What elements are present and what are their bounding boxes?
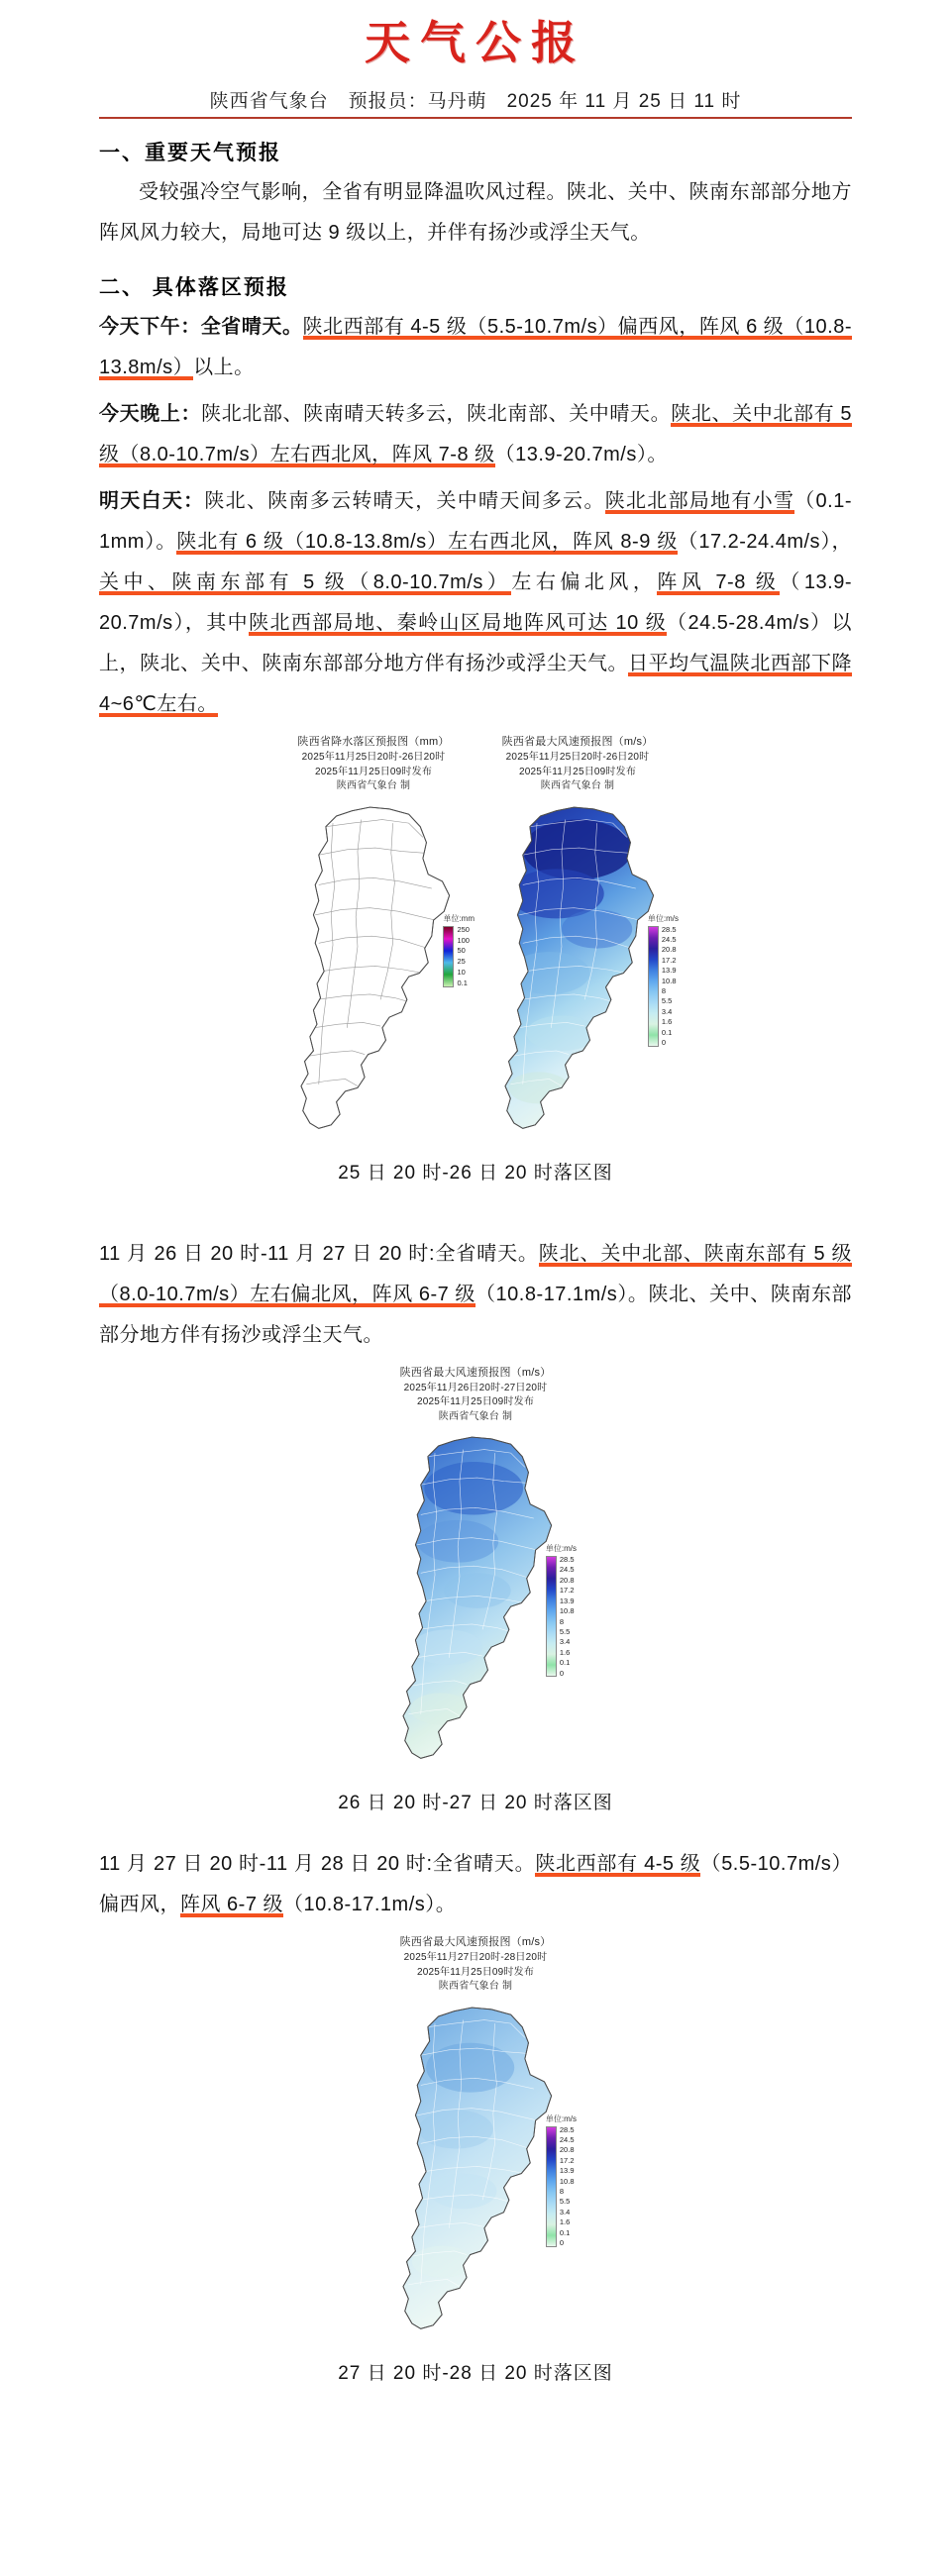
map-area — [378, 1997, 577, 2348]
legend-tick: 13.9 — [559, 2166, 575, 2176]
mid-paragraph-1 — [99, 1234, 852, 1356]
page-title: 天气公报 — [365, 16, 586, 69]
paragraph — [99, 481, 852, 725]
legend-tick-labels — [560, 2126, 575, 2247]
legend-tick: 0 — [559, 2237, 565, 2247]
figure-header-org: 陕西省气象台 制 — [438, 1410, 513, 1422]
legend-tick-labels — [560, 1556, 575, 1677]
figure-header-issued: 2025年11月25日09时发布 — [518, 766, 637, 777]
mid-paragraph-2-wrap — [99, 1844, 852, 1925]
highlighted-text: 陕北、关中北部有 5 级（8.0-10.7m/s）左右西北风，阵风 7-8 级 — [99, 403, 853, 466]
legend-tick: 3.4 — [559, 2207, 571, 2216]
paragraph-text: （0.1-1mm）。 — [99, 490, 853, 554]
figure-group-3 — [0, 1935, 951, 2384]
legend-tick: 28.5 — [661, 924, 677, 934]
legend-tick: 0.1 — [559, 2227, 571, 2237]
province-map-wind-light — [378, 1997, 573, 2343]
province-map-precip — [276, 796, 471, 1143]
legend-scale — [648, 926, 679, 1047]
map-legend — [546, 1543, 577, 1677]
paragraph-lead: 今天晚上： — [99, 403, 202, 426]
byline-row — [99, 86, 852, 119]
mid-paragraph-2 — [99, 1844, 852, 1925]
figure-header — [378, 1935, 573, 1994]
legend-color-bar — [546, 1556, 557, 1677]
spacer — [0, 1818, 951, 1844]
figure-caption-3: 27 日 20 时-28 日 20 时落区图 — [338, 2362, 613, 2384]
legend-tick: 28.5 — [559, 2124, 575, 2134]
figure-header-org: 陕西省气象台 制 — [540, 780, 615, 792]
legend-tick: 28.5 — [559, 1555, 575, 1565]
paragraph-text: 陕北、陕南多云转晴天，关中晴天间多云。 — [204, 490, 605, 513]
province-map-wind-mid — [378, 1426, 573, 1773]
legend-tick: 5.5 — [661, 996, 673, 1006]
paragraph — [99, 307, 852, 388]
highlighted-text: 阵风 6-7 级 — [180, 1894, 284, 1916]
legend-unit-label: 单位:m/s — [545, 2113, 577, 2123]
paragraph-text: 11 月 27 日 20 时-11 月 28 日 20 时:全省晴天。 — [99, 1853, 536, 1876]
highlighted-text: 陕北西部有 4-5 级（5.5-10.7m/s）偏西风，阵风 6 级（10.8-13.8m/s） — [99, 316, 852, 379]
figure-single — [0, 1366, 951, 1778]
paragraph-text: （13.9-20.7m/s）。 — [494, 444, 668, 466]
title-block — [0, 0, 951, 80]
legend-tick: 250 — [457, 924, 470, 934]
legend-tick: 13.9 — [661, 966, 677, 976]
paragraph — [99, 394, 852, 475]
legend-tick: 8 — [559, 2186, 565, 2196]
highlighted-text: 陕北有 6 级（10.8-13.8m/s）左右西北风，阵风 8-9 级 — [176, 531, 679, 554]
figure-header-org: 陕西省气象台 制 — [336, 780, 411, 792]
legend-tick: 8 — [559, 1616, 565, 1626]
figure-caption-2: 26 日 20 时-27 日 20 时落区图 — [338, 1793, 613, 1814]
paragraph-text: （13.9-20.7m/s），其中 — [99, 571, 852, 635]
figure-header-issued: 2025年11月25日09时发布 — [416, 1396, 535, 1408]
spacer — [0, 1188, 951, 1234]
highlighted-text: 日平均气温陕北西部下降4~6℃左右。 — [99, 653, 853, 716]
legend-tick: 1.6 — [559, 2217, 571, 2227]
paragraph-lead: 今天下午：全省晴天。 — [99, 316, 303, 339]
paragraph-text: 以上。 — [193, 357, 255, 379]
legend-tick: 20.8 — [559, 1575, 575, 1585]
paragraph-text: 左右偏北风， — [511, 571, 658, 594]
figure-header-title: 陕西省最大风速预报图（m/s） — [399, 1366, 552, 1379]
legend-scale — [443, 926, 475, 987]
map-area — [480, 796, 679, 1148]
figure-header-title: 陕西省最大风速预报图（m/s） — [399, 1936, 552, 1949]
legend-tick: 20.8 — [661, 945, 677, 955]
legend-tick: 1.6 — [661, 1017, 673, 1027]
legend-unit-label: 单位:m/s — [647, 913, 679, 923]
legend-tick: 0.1 — [559, 1658, 571, 1668]
highlighted-text: 陕北西部局地、秦岭山区局地阵风可达 10 级 — [249, 612, 668, 635]
legend-tick: 24.5 — [559, 2134, 575, 2144]
paragraph-text: 11 月 26 日 20 时-11 月 27 日 20 时:全省晴天。 — [99, 1242, 539, 1265]
legend-tick: 5.5 — [559, 2197, 571, 2207]
highlighted-text: 陕北、关中北部、陕南东部有 5 级（8.0-10.7m/s）左右偏北风，阵风 6-7 级 — [99, 1242, 852, 1305]
section-heading-1: 一、重要天气预报 — [99, 142, 281, 165]
legend-tick: 0 — [661, 1038, 667, 1048]
byline-text: 陕西省气象台 预报员：马丹萌 2025 年 11 月 25 日 11 时 — [209, 91, 742, 113]
paragraph-text: （5.5-10.7m/s）偏西风， — [99, 1853, 852, 1916]
legend-tick: 25 — [457, 957, 466, 967]
legend-tick: 17.2 — [559, 2155, 575, 2165]
figure-caption-1: 25 日 20 时-26 日 20 时落区图 — [338, 1162, 613, 1184]
figure-header — [480, 735, 675, 793]
legend-color-bar — [546, 2126, 557, 2247]
figure-header-period: 2025年11月26日20时-27日20时 — [403, 1382, 548, 1393]
figure-header-period: 2025年11月27日20时-28日20时 — [403, 1952, 548, 1963]
figure-single — [0, 1935, 951, 2347]
highlighted-text: 关中、陕南东部有 5 级（8.0-10.7m/s） — [99, 571, 512, 594]
forecast-map-figure — [480, 735, 679, 1147]
figure-pair — [0, 735, 951, 1147]
paragraph-text: （17.2-24.4m/s）， — [678, 531, 852, 554]
legend-tick: 5.5 — [559, 1626, 571, 1636]
legend-tick: 17.2 — [559, 1586, 575, 1596]
legend-tick: 10.8 — [559, 1606, 575, 1616]
section-body-2 — [99, 307, 852, 725]
mid-paragraph-1-wrap — [99, 1234, 852, 1356]
document-body — [99, 137, 852, 725]
figure-header — [276, 735, 471, 793]
paragraph-text: （24.5-28.4m/s）以上，陕北、关中、陕南东部部分地方伴有扬沙或浮尘天气。 — [99, 612, 852, 675]
legend-color-bar — [443, 926, 454, 987]
legend-tick: 0 — [559, 1668, 565, 1678]
legend-tick: 24.5 — [559, 1565, 575, 1575]
legend-tick: 13.9 — [559, 1596, 575, 1605]
legend-tick: 17.2 — [661, 955, 677, 965]
province-map-wind-dark — [480, 796, 675, 1143]
paragraph — [99, 172, 852, 254]
legend-unit-label: 单位:m/s — [545, 1544, 577, 1554]
legend-tick: 3.4 — [661, 1006, 673, 1016]
highlighted-text: 阵风 7-8 级 — [657, 571, 781, 594]
legend-tick-labels — [662, 926, 677, 1047]
paragraph-text: （10.8-17.1m/s）。陕北、关中、陕南东部部分地方伴有扬沙或浮尘天气。 — [99, 1283, 853, 1346]
figure-header-title: 陕西省最大风速预报图（m/s） — [501, 736, 654, 749]
figure-header-period: 2025年11月25日20时-26日20时 — [301, 752, 446, 764]
legend-tick: 100 — [457, 935, 470, 945]
paragraph-text: （10.8-17.1m/s）。 — [283, 1894, 457, 1916]
highlighted-text: 陕北北部局地有小雪 — [604, 490, 795, 513]
legend-tick: 20.8 — [559, 2145, 575, 2155]
paragraph — [99, 1234, 852, 1356]
figure-group-2 — [0, 1366, 951, 1814]
legend-tick: 10.8 — [661, 976, 677, 985]
legend-tick: 24.5 — [661, 935, 677, 945]
section-heading-2: 二、 具体落区预报 — [99, 276, 289, 300]
legend-tick: 0.1 — [661, 1027, 673, 1037]
legend-color-bar — [648, 926, 659, 1047]
paragraph — [99, 1844, 852, 1925]
forecast-map-figure — [276, 735, 475, 1147]
map-legend — [546, 2113, 577, 2247]
legend-tick: 50 — [457, 946, 466, 956]
legend-tick: 3.4 — [559, 1637, 571, 1647]
figure-group-1 — [0, 735, 951, 1184]
legend-tick: 10 — [457, 968, 466, 978]
map-area — [276, 796, 475, 1148]
map-legend — [443, 913, 475, 987]
legend-tick: 10.8 — [559, 2176, 575, 2186]
map-area — [378, 1426, 577, 1778]
figure-header-title: 陕西省降水落区预报图（mm） — [297, 736, 450, 749]
figure-header — [378, 1366, 573, 1424]
map-legend — [648, 913, 679, 1047]
forecast-map-figure — [378, 1366, 577, 1778]
legend-tick: 8 — [661, 986, 667, 996]
figure-header-issued: 2025年11月25日09时发布 — [314, 766, 433, 777]
legend-tick-labels — [457, 926, 470, 987]
figure-header-issued: 2025年11月25日09时发布 — [416, 1966, 535, 1978]
legend-tick: 0.1 — [457, 979, 468, 988]
paragraph-text: 陕北北部、陕南晴天转多云，陕北南部、关中晴天。 — [201, 403, 672, 426]
legend-tick: 1.6 — [559, 1647, 571, 1657]
legend-scale — [546, 1556, 577, 1677]
forecast-map-figure — [378, 1935, 577, 2347]
highlighted-text: 陕北西部有 4-5 级 — [535, 1853, 701, 1876]
figure-header-org: 陕西省气象台 制 — [438, 1981, 513, 1992]
legend-unit-label: 单位:mm — [443, 913, 475, 923]
legend-scale — [546, 2126, 577, 2247]
paragraph-lead: 明天白天： — [99, 490, 205, 513]
figure-header-period: 2025年11月25日20时-26日20时 — [505, 752, 650, 764]
paragraph-text: 受较强冷空气影响，全省有明显降温吹风过程。陕北、关中、陕南东部部分地方阵风风力较大，局地可达 9 级以上，并伴有扬沙或浮尘天气。 — [99, 181, 852, 245]
section-body-1 — [99, 172, 852, 254]
